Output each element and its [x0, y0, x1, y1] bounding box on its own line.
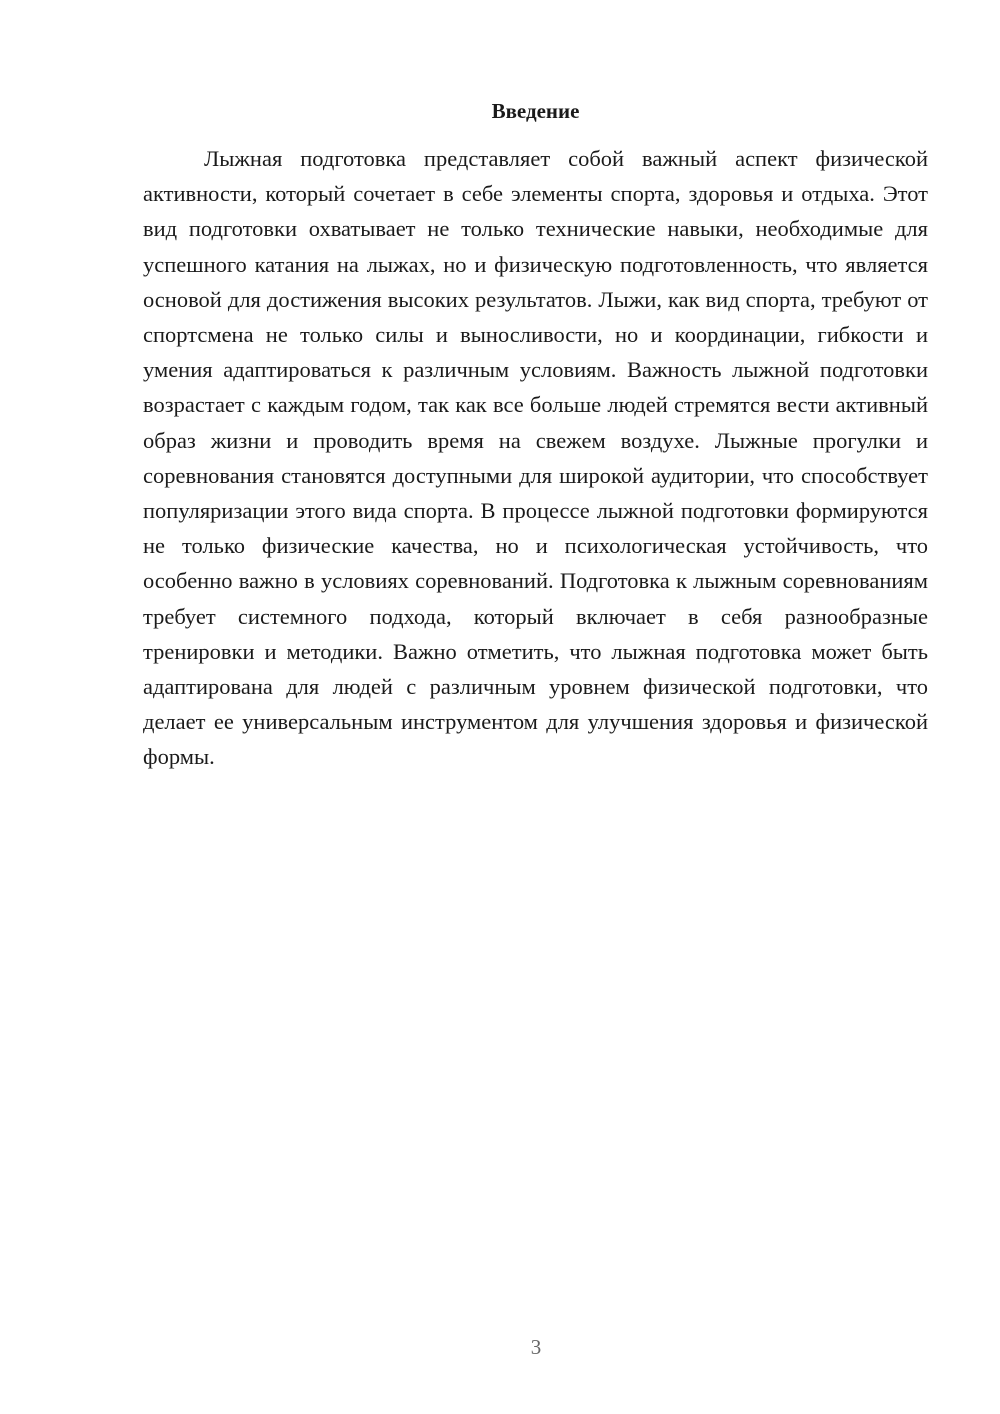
body-paragraph: Лыжная подготовка представляет собой важный аспект физической активности, который сочетает в себе элементы спорта, здоровья и отдыха. Этот вид подготовки охватывает не только технические навыки, необходимые для успешного катания на лыжах, но и физическую подготовленность, что является основой для достижения высоких результатов. Лыжи, как вид спорта, требуют от спортсмена не только силы и выносливости, но и координации, гибкости и умения адаптироваться к различным условиям. Важность лыжной подготовки возрастает с каждым годом, так как все больше людей стремятся вести активный образ жизни и проводить время на свежем воздухе. Лыжные прогулки и соревнования становятся доступными для широкой аудитории, что способствует популяризации этого вида спорта. В процессе лыжной подготовки формируются не только физические качества, но и психологическая устойчивость, что особенно важно в условиях соревнований. Подготовка к лыжным соревнованиям требует системного подхода, который включает в себя разнообразные тренировки и методики. Важно отметить, что лыжная подготовка может быть адаптирована для людей с различным уровнем физической подготовки, что делает ее универсальным инструментом для улучшения здоровья и физической формы. — [143, 146, 928, 770]
page-number: 3 — [530, 1335, 542, 1359]
page-title: Введение — [491, 99, 580, 123]
